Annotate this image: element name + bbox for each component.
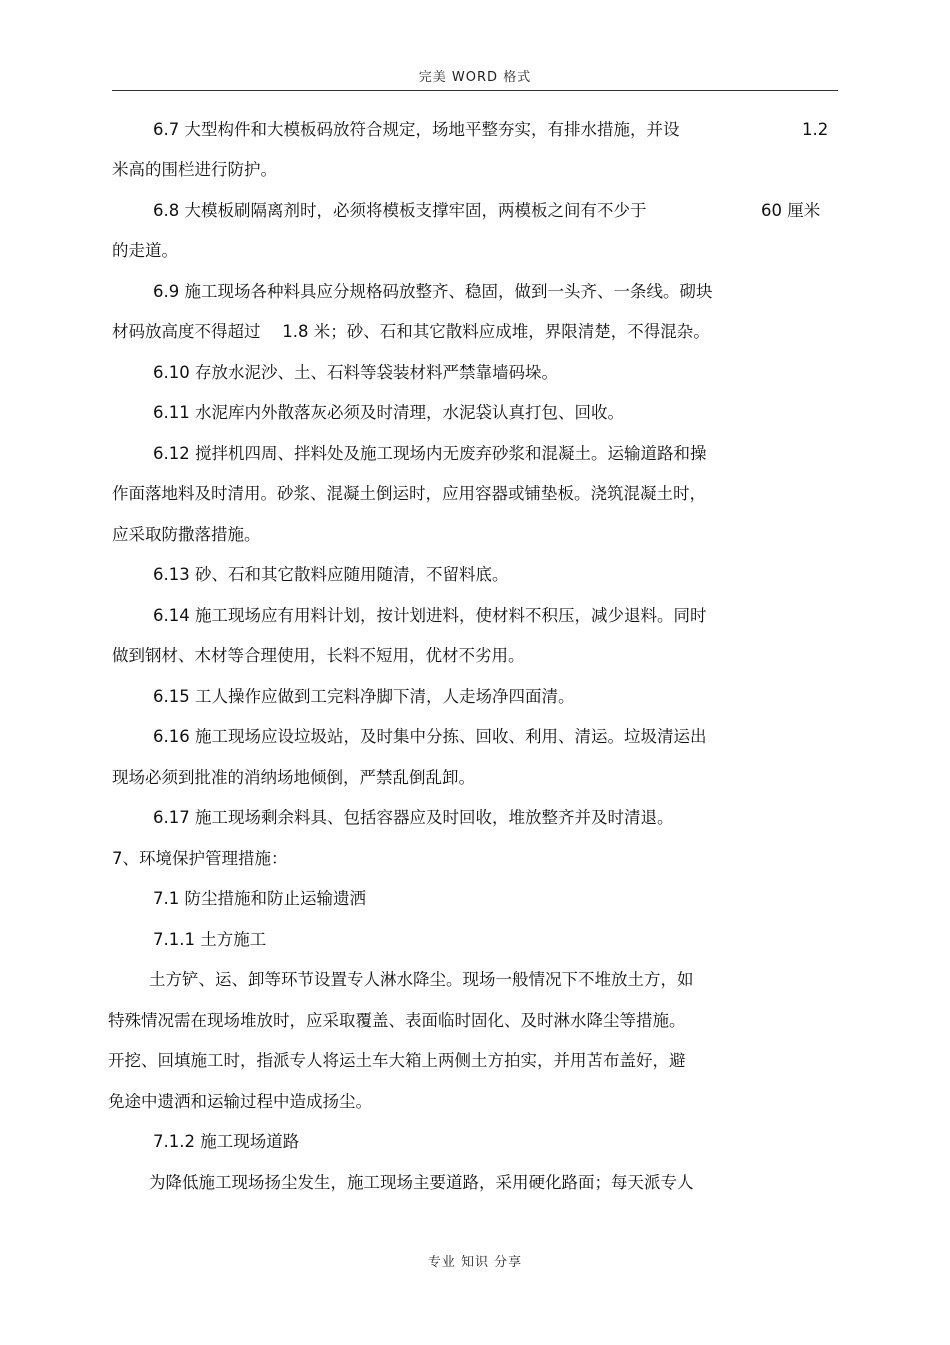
text-line-end-value: 60 厘米: [761, 201, 821, 220]
text-line: 6.7 大型构件和大模板码放符合规定，场地平整夯实，有排水措施，并设: [153, 120, 680, 139]
text-line: 材码放高度不得超过 1.8 米；砂、石和其它散料应成堆，界限清楚，不得混杂。: [112, 322, 710, 341]
text-line: 免途中遗洒和运输过程中造成扬尘。: [108, 1092, 372, 1111]
text-line: 6.13 砂、石和其它散料应随用随清，不留料底。: [153, 565, 509, 584]
text-line: 6.10 存放水泥沙、土、石料等袋装材料严禁靠墙码垛。: [153, 363, 558, 382]
text-line: 6.17 施工现场剩余料具、包括容器应及时回收，堆放整齐并及时清退。: [153, 808, 674, 827]
page-header: 完美 WORD 格式: [418, 70, 532, 85]
subsection-heading: 7.1.2 施工现场道路: [153, 1132, 300, 1151]
page-footer: 专业 知识 分享: [427, 1255, 523, 1270]
text-line: 为降低施工现场扬尘发生，施工现场主要道路，采用硬化路面；每天派专人: [149, 1173, 694, 1192]
text-line: 现场必须到批准的消纳场地倾倒，严禁乱倒乱卸。: [112, 768, 475, 787]
text-line: 6.8 大模板刷隔离剂时，必须将模板支撑牢固，两模板之间有不少于: [153, 201, 647, 220]
text-line: 特殊情况需在现场堆放时，应采取覆盖、表面临时固化、及时淋水降尘等措施。: [108, 1011, 686, 1030]
subsection-heading: 7.1.1 土方施工: [153, 930, 267, 949]
text-line: 6.14 施工现场应有用料计划，按计划进料，使材料不积压，减少退料。同时: [153, 606, 707, 625]
text-line: 6.9 施工现场各种料具应分规格码放整齐、稳固，做到一头齐、一条线。砌块: [153, 282, 713, 301]
text-line: 开挖、回填施工时，指派专人将运土车大箱上两侧土方拍实，并用苫布盖好，避: [108, 1051, 686, 1070]
text-line: 作面落地料及时清用。砂浆、混凝土倒运时，应用容器或铺垫板。浇筑混凝土时，: [112, 484, 706, 503]
text-line: 6.12 搅拌机四周、拌料处及施工现场内无废弃砂浆和混凝土。运输道路和操: [153, 444, 707, 463]
text-line: 6.15 工人操作应做到工完料净脚下清，人走场净四面清。: [153, 687, 575, 706]
text-line: 米高的围栏进行防护。: [112, 160, 277, 179]
text-line: 6.16 施工现场应设垃圾站，及时集中分拣、回收、利用、清运。垃圾清运出: [153, 727, 707, 746]
text-line-end-value: 1.2: [802, 120, 829, 139]
text-line: 做到钢材、木材等合理使用，长料不短用，优材不劣用。: [112, 646, 525, 665]
subsection-heading: 7.1 防尘措施和防止运输遗洒: [153, 889, 366, 908]
header-divider: [112, 90, 838, 91]
text-line: 的走道。: [112, 241, 178, 260]
text-line: 应采取防撒落措施。: [112, 525, 261, 544]
text-line: 土方铲、运、卸等环节设置专人淋水降尘。现场一般情况下不堆放土方，如: [149, 970, 694, 989]
text-line: 6.11 水泥库内外散落灰必须及时清理，水泥袋认真打包、回收。: [153, 403, 624, 422]
section-heading: 7、环境保护管理措施：: [112, 849, 288, 868]
